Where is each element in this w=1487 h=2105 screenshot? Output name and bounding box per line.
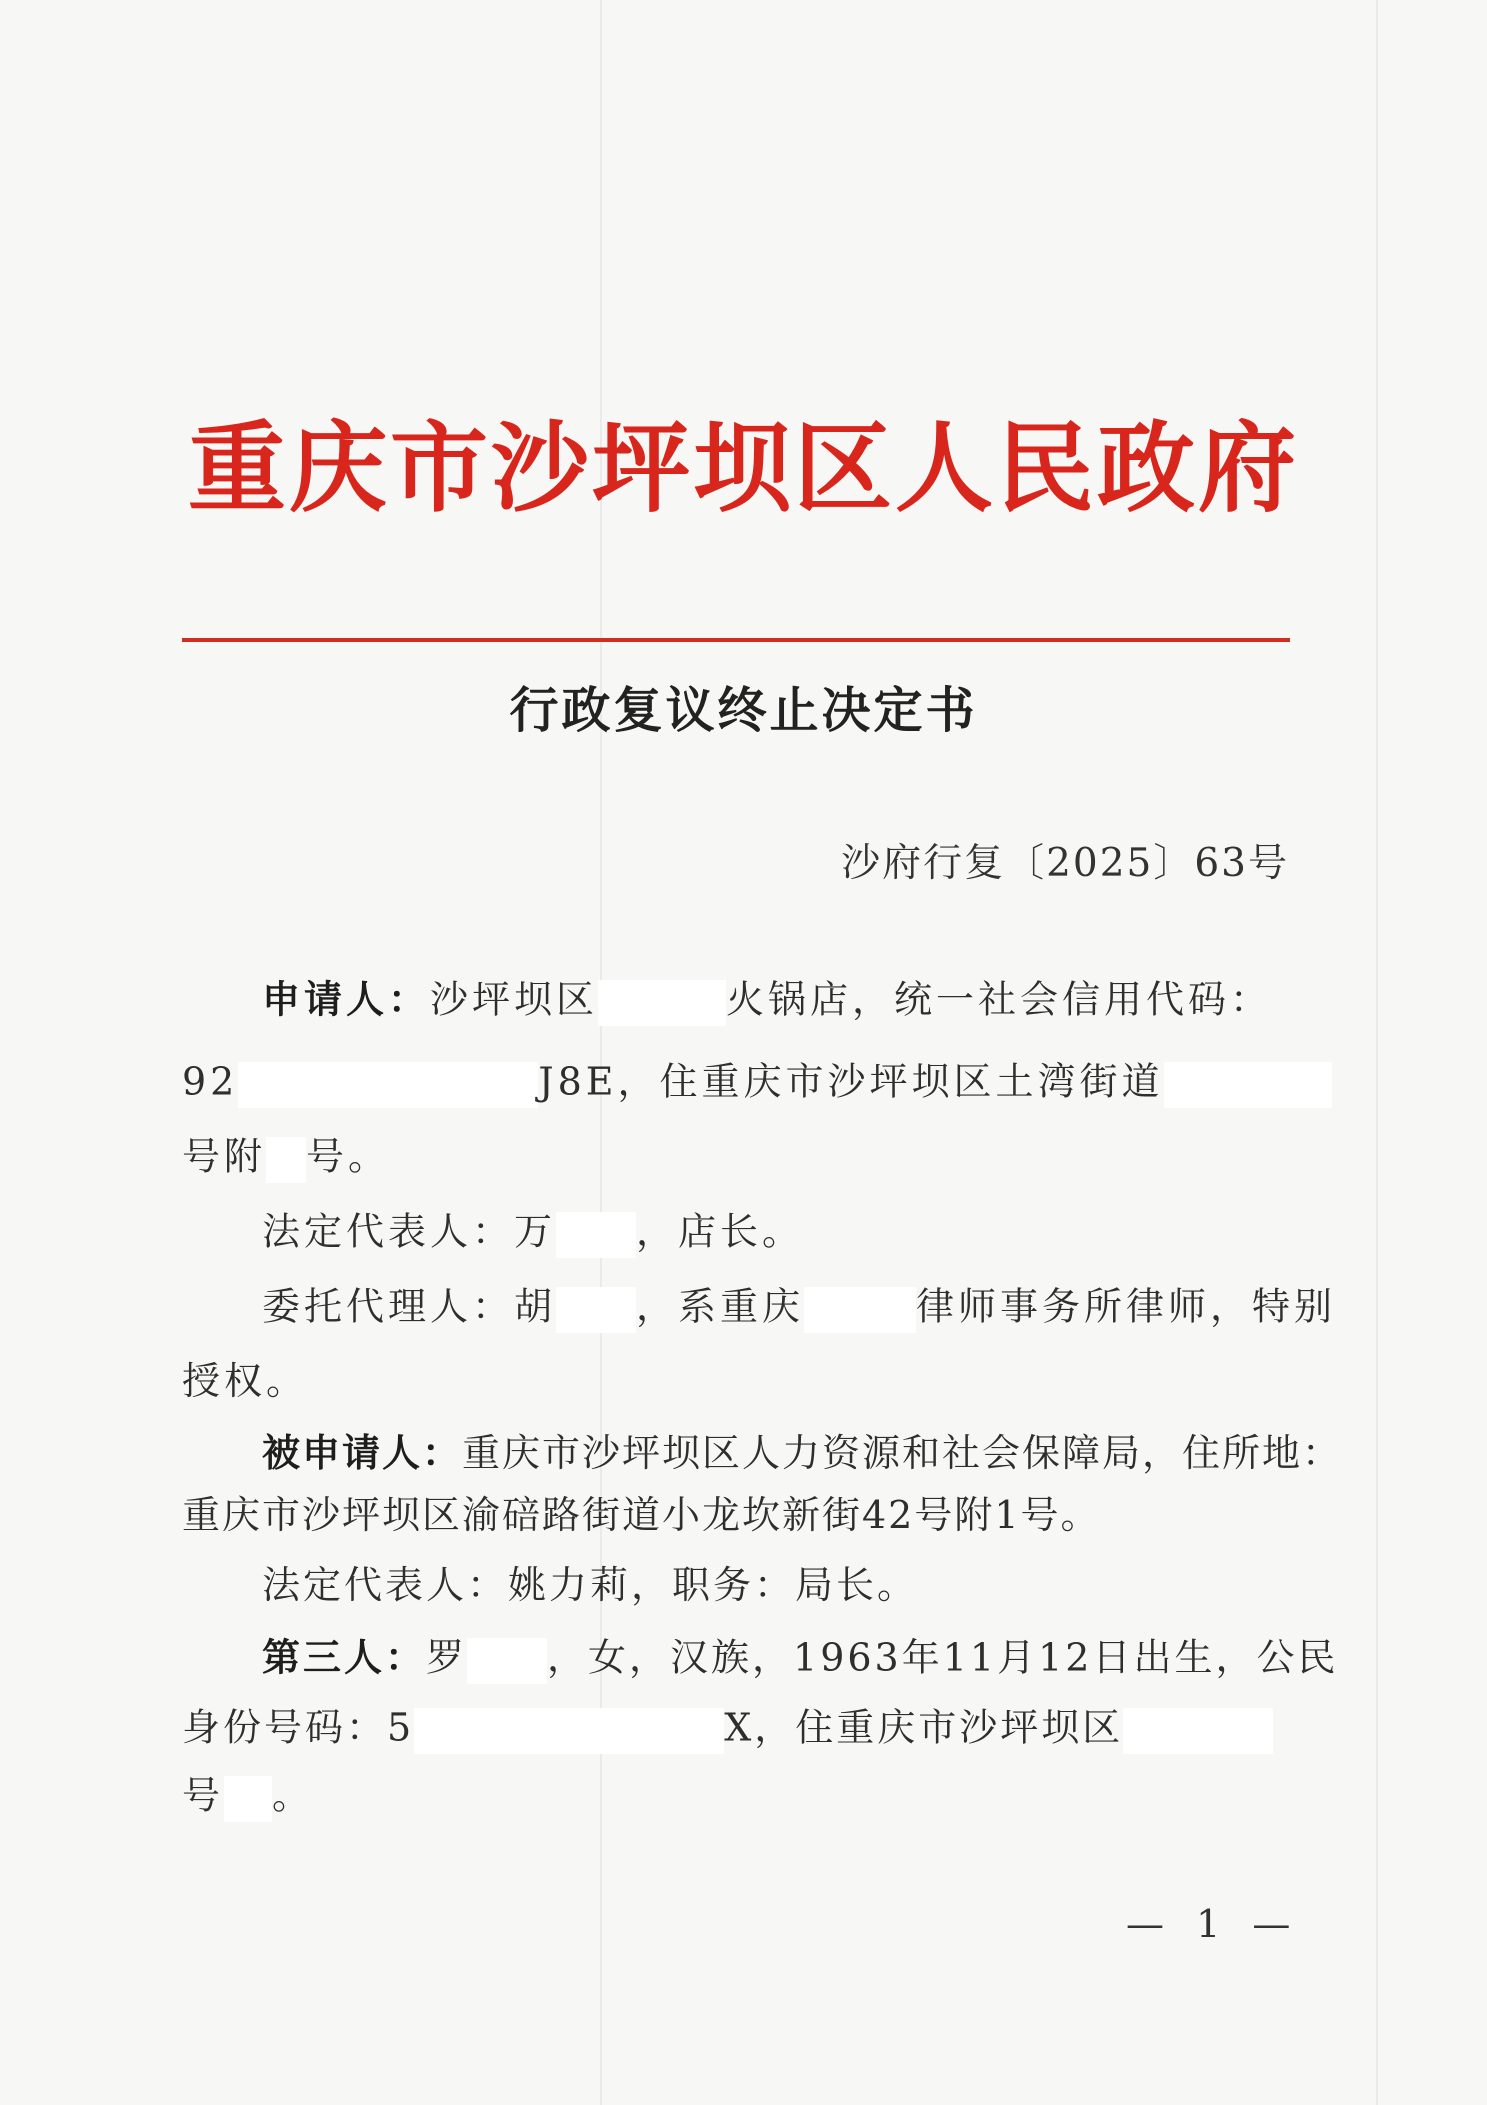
redaction-block [224, 1776, 272, 1822]
redaction-block [598, 980, 726, 1026]
redaction-block [556, 1212, 636, 1258]
red-divider [182, 638, 1290, 642]
page-number: — 1 — [1126, 1902, 1301, 1946]
doc-title: 行政复议终止决定书 [509, 681, 978, 739]
redaction-block [1123, 1708, 1273, 1754]
applicant-label: 申请人： [262, 976, 431, 1022]
applicant-line-2: 92 J8E，住重庆市沙坪坝区土湾街道 [182, 1062, 1332, 1108]
third-party-line-2: 身份号码：5 X，住重庆市沙坪坝区 [182, 1708, 1273, 1754]
third-party-line-3: 号 。 [182, 1776, 314, 1822]
applicant-line-1: 申请人：沙坪坝区 火锅店，统一社会信用代码： [262, 980, 1272, 1026]
org-title: 重庆市沙坪坝区人民政府 [187, 411, 1299, 526]
fold-line [1376, 0, 1378, 2105]
doc-number: 沙府行复〔2025〕63号 [841, 841, 1289, 886]
applicant-line-3: 号附 号。 [182, 1137, 390, 1183]
respondent-line-1: 被申请人：重庆市沙坪坝区人力资源和社会保障局，住所地： [262, 1430, 1343, 1475]
fold-line [600, 0, 602, 2105]
redaction-block [238, 1062, 538, 1108]
redaction-block [556, 1287, 636, 1333]
redaction-block [266, 1137, 306, 1183]
third-party-label: 第三人： [262, 1634, 427, 1680]
redaction-block [804, 1287, 916, 1333]
redaction-block [467, 1638, 547, 1684]
agent-line-2: 授权。 [182, 1359, 309, 1403]
redaction-block [1164, 1062, 1332, 1108]
legal-rep-line: 法定代表人：万 ，店长。 [262, 1212, 804, 1258]
respondent-line-2: 重庆市沙坪坝区渝碚路街道小龙坎新街42号附1号。 [182, 1493, 1101, 1537]
respondent-rep-line: 法定代表人：姚力莉，职务：局长。 [262, 1563, 919, 1607]
third-party-line-1: 第三人：罗 ，女，汉族，1963年11月12日出生，公民 [262, 1638, 1338, 1684]
agent-line-1: 委托代理人：胡 ，系重庆 律师事务所律师，特别 [262, 1287, 1336, 1333]
redaction-block [414, 1708, 724, 1754]
respondent-label: 被申请人： [262, 1430, 463, 1475]
